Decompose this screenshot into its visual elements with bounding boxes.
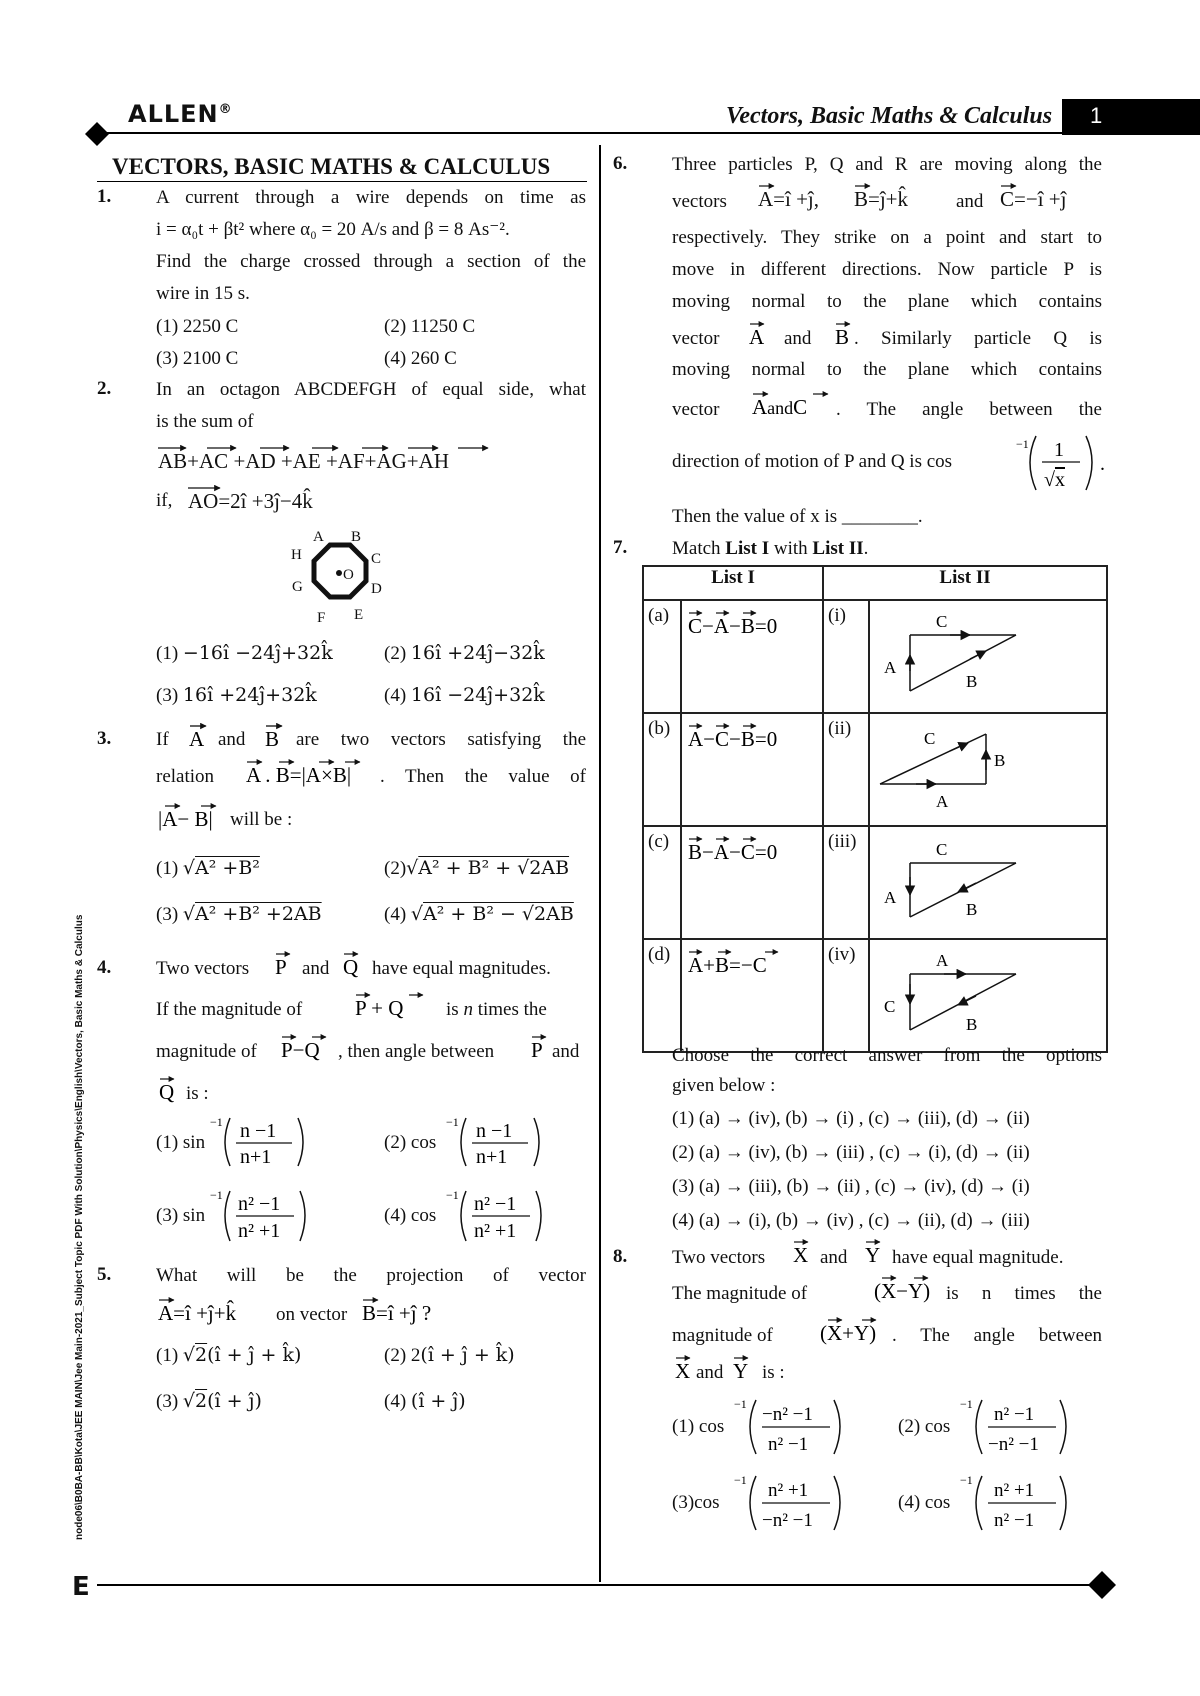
question-text: vector	[672, 399, 720, 420]
column-divider	[599, 145, 601, 1582]
question-text: are two vectors satisfying the	[296, 729, 586, 750]
svg-text:A=î +ĵ,: A=î +ĵ,	[758, 187, 820, 211]
option-2: (2) cos	[898, 1416, 951, 1437]
question-number: 6.	[613, 153, 628, 174]
vertex-label-e: E	[354, 607, 364, 623]
x-plus-y-expression	[818, 1312, 898, 1348]
question-text: magnitude of	[156, 1041, 257, 1062]
question-text: vectors	[672, 191, 727, 212]
question-text: and	[302, 958, 330, 979]
option-2: (2)√A² + B² + √2AB	[384, 857, 570, 879]
svg-text:(X+Y): (X+Y)	[820, 1321, 877, 1345]
option-1: (1) −16î −24ĵ+32k̂	[156, 642, 333, 664]
question-text: move in different directions. Now particle P is	[672, 259, 1102, 280]
vector-q-symbol	[340, 946, 364, 980]
option-1: (1) √2(î + ĵ + k̂)	[156, 1344, 302, 1366]
vector-y-symbol	[862, 1234, 886, 1268]
svg-text:−n² −1: −n² −1	[988, 1434, 1039, 1455]
question-text: and	[696, 1362, 724, 1383]
option-2: (2) 11250 C	[384, 316, 476, 337]
sidebar-file-path: node06\B0BA-BB\Kota\JEE MAIN\Jee Main-2021_Subject Topic PDF With Solution\Physics\English\Vectors, Basic Maths & Calculus	[74, 914, 85, 1540]
svg-text:|A− B|: |A− B|	[158, 807, 213, 831]
question-text: A current through a wire depends on time as	[156, 187, 586, 208]
question-text: i = α₀t + βt² where α₀ = 20 A/s and β = 8 As⁻².	[156, 219, 510, 240]
svg-text:n² −1: n² −1	[994, 1510, 1035, 1531]
vertex-label-g: G	[292, 579, 303, 595]
vector-b-definition	[360, 1292, 470, 1328]
svg-text:n² −1: n² −1	[474, 1193, 517, 1215]
svg-text:AB+AC +AD +AE +AF+AG+AH: AB+AC +AD +AE +AF+AG+AH	[158, 449, 449, 473]
ao-expression	[186, 480, 376, 516]
svg-text:−1: −1	[446, 1115, 459, 1129]
vertex-label-b: B	[351, 529, 362, 545]
table-row	[643, 600, 1107, 713]
vectors-definition	[756, 178, 1106, 216]
list-2-header: List II	[823, 566, 1107, 600]
question-text: relation	[156, 766, 215, 787]
question-text: , then angle between	[338, 1041, 495, 1062]
svg-text:B: B	[966, 1015, 978, 1034]
question-number: 4.	[97, 957, 112, 978]
a-and-c-expression	[750, 386, 836, 422]
list-1-header: List I	[643, 566, 823, 600]
vector-b-symbol	[262, 718, 288, 752]
svg-text:A: A	[884, 888, 897, 907]
option-4: (4) cos	[384, 1205, 437, 1226]
question-text: . Similarly particle Q is	[854, 328, 1102, 349]
option-3-fraction	[734, 1470, 844, 1534]
question-number: 3.	[97, 728, 112, 749]
question-text: What will be the projection of vector	[156, 1265, 586, 1286]
svg-text:A: A	[936, 951, 949, 970]
option-1: (1) cos	[672, 1416, 725, 1437]
option-2: (2) (a) → (iv), (b) → (iii) , (c) → (i), (d) → (ii)	[672, 1142, 1030, 1163]
svg-text:C: C	[884, 997, 896, 1016]
question-text: if,	[156, 490, 173, 511]
page-number: 1	[1090, 103, 1103, 128]
row-label: (b)	[648, 718, 671, 739]
svg-text:P + Q: P + Q	[355, 996, 404, 1020]
footer-letter: E	[72, 1572, 90, 1602]
vector-a-definition	[156, 1292, 272, 1328]
question-text: wire in 15 s.	[156, 283, 250, 304]
row-label: (a)	[648, 605, 670, 626]
cos-inverse-fraction	[1016, 428, 1106, 498]
option-2-fraction	[444, 1112, 544, 1172]
question-text: is n times the	[446, 999, 547, 1020]
svg-text:A: A	[189, 727, 205, 751]
vertex-label-a: A	[313, 529, 324, 545]
svg-text:B: B	[835, 325, 850, 349]
question-text: vector	[672, 328, 720, 349]
vector-sum-expression	[156, 440, 536, 476]
svg-text:−1: −1	[210, 1188, 223, 1202]
svg-text:B: B	[966, 900, 978, 919]
svg-text:A: A	[936, 792, 949, 811]
question-number: 5.	[97, 1264, 112, 1285]
section-title-rule	[97, 181, 587, 182]
svg-text:C: C	[936, 840, 948, 859]
question-text: and	[820, 1247, 848, 1268]
question-number: 1.	[97, 186, 112, 207]
option-2: (2) 16î +24ĵ−32k̂	[384, 642, 545, 664]
question-number: 2.	[97, 378, 112, 399]
svg-text:−1: −1	[446, 1188, 459, 1202]
question-text: and	[784, 328, 812, 349]
svg-text:n+1: n+1	[240, 1146, 272, 1168]
option-2: (2) cos	[384, 1132, 437, 1153]
option-2-fraction	[960, 1394, 1070, 1458]
svg-text:AO=2î +3ĵ−4k̂: AO=2î +3ĵ−4k̂	[188, 489, 313, 513]
svg-text:C−A−B=0: C−A−B=0	[688, 614, 778, 638]
question-text: have equal magnitude.	[892, 1247, 1064, 1268]
question-text: Choose the correct answer from the options	[672, 1045, 1102, 1066]
svg-text:n² +1: n² +1	[474, 1220, 517, 1242]
question-text: The magnitude of	[672, 1283, 808, 1304]
header-rule	[97, 132, 1062, 134]
question-text: . The angle between the	[836, 399, 1102, 420]
question-number: 8.	[613, 1246, 628, 1267]
table-row	[643, 939, 1107, 1052]
row-label: (d)	[648, 944, 671, 965]
row-label: (c)	[648, 831, 670, 852]
chapter-title: Vectors, Basic Maths & Calculus	[726, 103, 1053, 129]
question-text: and	[956, 191, 984, 212]
svg-text:−1: −1	[960, 1397, 973, 1411]
question-text: Then the value of x is ________.	[672, 506, 923, 527]
option-3: (3)cos	[672, 1492, 720, 1513]
svg-text:X: X	[675, 1359, 691, 1383]
question-text: magnitude of	[672, 1325, 773, 1346]
triangle-diagram-iii	[870, 827, 1106, 932]
vertex-label-f: F	[317, 610, 326, 626]
p-plus-q-expression	[352, 987, 436, 1021]
svg-text:A=î +ĵ+k̂: A=î +ĵ+k̂	[158, 1301, 237, 1325]
svg-text:√x: √x	[1044, 469, 1065, 491]
vector-y-symbol	[730, 1350, 754, 1384]
svg-text:n −1: n −1	[240, 1120, 277, 1142]
option-3: (3) 16î +24ĵ+32k̂	[156, 684, 317, 706]
list-1-equation	[682, 714, 818, 754]
question-text: is the sum of	[156, 411, 254, 432]
table-row	[643, 713, 1107, 826]
option-3: (3) 2100 C	[156, 348, 239, 369]
match-table	[642, 565, 1108, 1053]
svg-text:A−C−B=0: A−C−B=0	[688, 727, 778, 751]
vertex-label-h: H	[291, 547, 302, 563]
section-title: VECTORS, BASIC MATHS & CALCULUS	[112, 154, 551, 179]
question-text: . Then the value of	[380, 766, 586, 787]
question-number: 7.	[613, 537, 628, 558]
svg-text:−1: −1	[734, 1397, 747, 1411]
svg-text:A: A	[884, 658, 897, 677]
vector-p-symbol	[272, 946, 296, 980]
question-text: direction of motion of P and Q is cos	[672, 451, 953, 472]
header	[0, 95, 1200, 145]
option-3: (3) (a) → (iii), (b) → (ii) , (c) → (iv), (d) → (i)	[672, 1176, 1030, 1197]
option-1-fraction	[734, 1394, 844, 1458]
option-3: (3) sin	[156, 1205, 206, 1226]
svg-text:A . B=|A×B|: A . B=|A×B|	[246, 763, 352, 787]
option-4: (4) (î + ĵ)	[384, 1390, 466, 1412]
option-3: (3) √A² +B² +2AB	[156, 903, 322, 925]
svg-text:B=ĵ+k̂: B=ĵ+k̂	[854, 187, 909, 211]
svg-text:B: B	[994, 751, 1006, 770]
svg-text:Y: Y	[733, 1359, 749, 1383]
svg-text:−1: −1	[734, 1473, 747, 1487]
question-text: If	[156, 729, 169, 750]
question-text: Two vectors	[156, 958, 250, 979]
vertex-label-c: C	[371, 551, 382, 567]
question-text: respectively. They strike on a point and start to	[672, 227, 1102, 248]
svg-text:n² −1: n² −1	[768, 1434, 809, 1455]
table-row	[643, 826, 1107, 939]
svg-text:P−Q: P−Q	[281, 1038, 320, 1062]
svg-text:X: X	[793, 1243, 809, 1267]
question-text: Three particles P, Q and R are moving along the	[672, 154, 1102, 175]
question-text: is n times the	[946, 1283, 1102, 1304]
footer-rule	[97, 1584, 1097, 1586]
question-text: If the magnitude of	[156, 999, 303, 1020]
svg-text:B−A−C=0: B−A−C=0	[688, 840, 778, 864]
svg-text:P: P	[531, 1038, 543, 1062]
svg-text:n² −1: n² −1	[994, 1404, 1035, 1425]
option-4: (4) √A² + B² − √2AB	[384, 903, 574, 925]
option-4: (4) cos	[898, 1492, 951, 1513]
vector-a-symbol	[746, 316, 768, 350]
svg-text:n+1: n+1	[476, 1146, 508, 1168]
svg-text:AandC: AandC	[752, 395, 808, 419]
option-4-fraction	[444, 1185, 544, 1247]
roman-label: (iii)	[828, 831, 857, 852]
triangle-diagram-iv	[870, 940, 1106, 1045]
svg-text:1: 1	[1054, 439, 1064, 461]
question-text: moving normal to the plane which contains	[672, 359, 1102, 380]
svg-text:n −1: n −1	[476, 1120, 513, 1142]
question-text: is :	[762, 1362, 785, 1383]
question-text: is :	[186, 1083, 209, 1104]
option-1: (1) √A² +B²	[156, 857, 260, 879]
svg-text:C=−î +ĵ: C=−î +ĵ	[1000, 187, 1067, 211]
svg-text:.: .	[1100, 453, 1105, 475]
option-2: (2) 2(î + ĵ + k̂)	[384, 1344, 515, 1366]
option-3: (3) √2(î + ĵ)	[156, 1390, 262, 1412]
vector-a-symbol	[186, 718, 212, 752]
question-text: In an octagon ABCDEFGH of equal side, what	[156, 379, 586, 400]
triangle-diagram-i	[870, 601, 1106, 706]
option-1-fraction	[208, 1112, 308, 1172]
x-minus-y-expression	[872, 1270, 952, 1306]
svg-text:B: B	[265, 727, 280, 751]
difference-expression	[156, 796, 230, 836]
brand-logo: ALLEN®	[128, 100, 233, 128]
question-text: moving normal to the plane which contains	[672, 291, 1102, 312]
vector-x-symbol	[790, 1234, 814, 1268]
svg-text:P: P	[275, 955, 287, 979]
svg-text:A+B=−C: A+B=−C	[688, 953, 767, 977]
option-1: (1) 2250 C	[156, 316, 239, 337]
svg-text:−n² −1: −n² −1	[762, 1510, 813, 1531]
option-1: (1) (a) → (iv), (b) → (i) , (c) → (iii), (d) → (ii)	[672, 1108, 1030, 1129]
roman-label: (i)	[828, 605, 846, 626]
question-text: Find the charge crossed through a section of the	[156, 251, 586, 272]
roman-label: (iv)	[828, 944, 856, 965]
question-text: Two vectors	[672, 1247, 766, 1268]
svg-text:Q: Q	[159, 1080, 175, 1104]
svg-text:(X−Y): (X−Y)	[874, 1279, 931, 1303]
svg-text:B=î +ĵ ?: B=î +ĵ ?	[362, 1301, 432, 1325]
svg-text:B: B	[966, 672, 978, 691]
option-4: (4) (a) → (i), (b) → (iv) , (c) → (ii), (d) → (iii)	[672, 1210, 1030, 1231]
footer-diamond-right	[1088, 1571, 1116, 1599]
triangle-diagram-ii	[870, 714, 1106, 819]
relation-expression	[244, 754, 374, 792]
svg-text:n² +1: n² +1	[994, 1480, 1035, 1501]
octagon-figure	[275, 523, 405, 629]
option-1: (1) sin	[156, 1132, 206, 1153]
question-text: and	[218, 729, 246, 750]
vertex-label-d: D	[371, 581, 382, 597]
svg-text:n² +1: n² +1	[238, 1220, 281, 1242]
vector-p-symbol	[528, 1029, 550, 1063]
question-text: . The angle between	[892, 1325, 1102, 1346]
question-text: on vector	[276, 1304, 348, 1325]
svg-text:−1: −1	[960, 1473, 973, 1487]
question-text: have equal magnitudes.	[372, 958, 551, 979]
svg-text:Q: Q	[343, 955, 359, 979]
svg-text:C: C	[924, 729, 936, 748]
option-4-fraction	[960, 1470, 1070, 1534]
svg-text:−n² −1: −n² −1	[762, 1404, 813, 1425]
vector-x-symbol	[672, 1350, 696, 1384]
question-text: Match List I with List II.	[672, 538, 869, 559]
header-diamond-left	[85, 122, 109, 146]
list-1-equation	[682, 827, 818, 867]
svg-text:C: C	[936, 612, 948, 631]
svg-text:Y: Y	[865, 1243, 881, 1267]
option-4: (4) 260 C	[384, 348, 457, 369]
svg-text:−1: −1	[210, 1115, 223, 1129]
option-3-fraction	[208, 1185, 308, 1247]
p-minus-q-expression	[278, 1029, 338, 1063]
list-1-equation	[682, 601, 818, 641]
svg-text:A: A	[749, 325, 765, 349]
page-number-tab	[1062, 99, 1200, 135]
option-4: (4) 16î −24ĵ+32k̂	[384, 684, 545, 706]
center-label-o: O	[343, 567, 354, 583]
svg-text:n² +1: n² +1	[768, 1480, 809, 1501]
list-1-equation	[682, 940, 818, 980]
svg-text:−1: −1	[1016, 437, 1029, 451]
vector-q-symbol	[156, 1071, 180, 1105]
question-text: and	[552, 1041, 580, 1062]
svg-text:n² −1: n² −1	[238, 1193, 281, 1215]
vector-b-symbol	[832, 316, 854, 350]
question-text: given below :	[672, 1075, 776, 1096]
question-text: will be :	[230, 809, 293, 830]
roman-label: (ii)	[828, 718, 852, 739]
